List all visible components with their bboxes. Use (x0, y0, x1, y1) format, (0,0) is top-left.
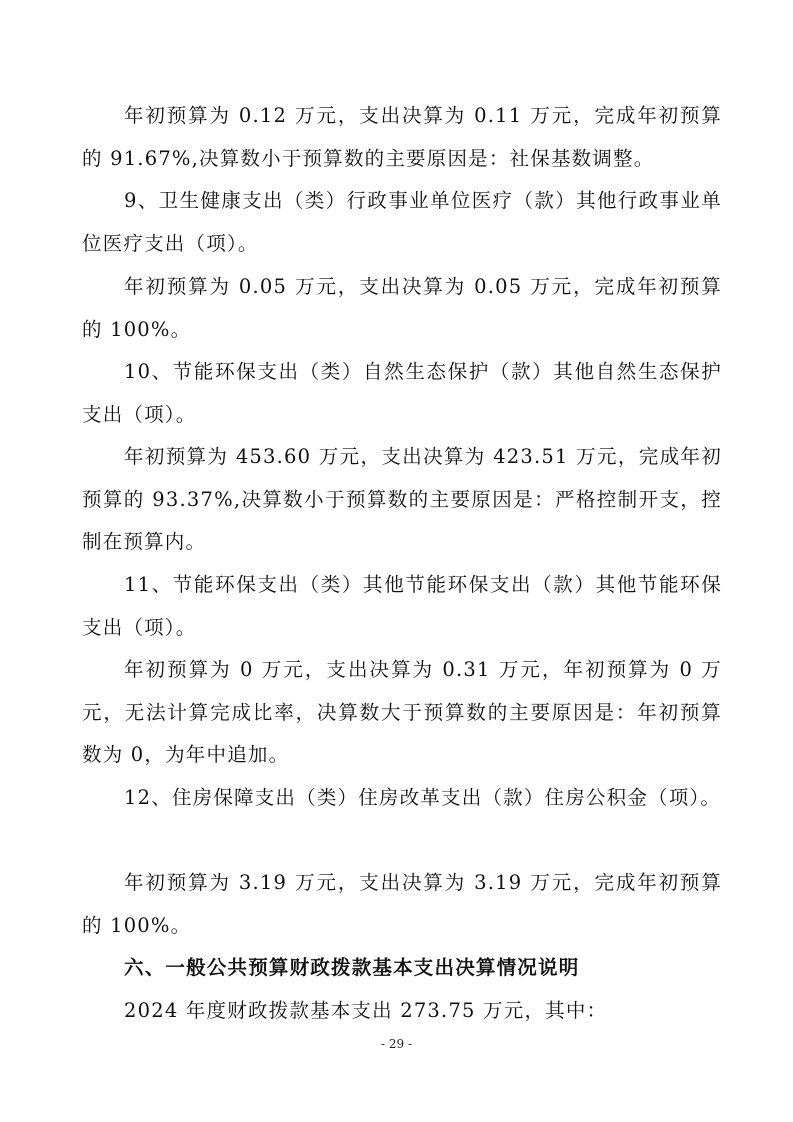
paragraph-item-9-heading: 9、卫生健康支出（类）行政事业单位医疗（款）其他行政事业单位医疗支出（项）。 (82, 189, 722, 255)
paragraph-item-10-heading: 10、节能环保支出（类）自然生态保护（款）其他自然生态保护支出（项）。 (82, 360, 722, 426)
paragraph-item-12-heading: 12、住房保障支出（类）住房改革支出（款）住房公积金（项）。 (124, 786, 722, 809)
page-number: - 29 - (380, 1037, 412, 1051)
paragraph-budget-social-security: 年初预算为 0.12 万元，支出决算为 0.11 万元，完成年初预算的 91.67%,决算数小于预算数的主要原因是：社保基数调整。 (82, 104, 722, 170)
paragraph-budget-medical: 年初预算为 0.05 万元，支出决算为 0.05 万元，完成年初预算的 100%。 (82, 275, 722, 341)
paragraph-basic-expenditure: 2024 年度财政拨款基本支出 273.75 万元，其中： (124, 999, 608, 1022)
section-heading-six: 六、一般公共预算财政拨款基本支出决算情况说明 (124, 956, 580, 979)
paragraph-budget-ecology: 年初预算为 453.60 万元，支出决算为 423.51 万元，完成年初预算的 93.37%,决算数小于预算数的主要原因是：严格控制开支，控制在预算内。 (82, 445, 722, 553)
paragraph-item-11-heading: 11、节能环保支出（类）其他节能环保支出（款）其他节能环保支出（项）。 (82, 573, 722, 639)
paragraph-budget-housing: 年初预算为 3.19 万元，支出决算为 3.19 万元，完成年初预算的 100%。 (82, 871, 722, 937)
paragraph-budget-environment: 年初预算为 0 万元，支出决算为 0.31 万元，年初预算为 0 万元，无法计算完成比率，决算数大于预算数的主要原因是：年初预算数为 0，为年中追加。 (82, 658, 722, 766)
